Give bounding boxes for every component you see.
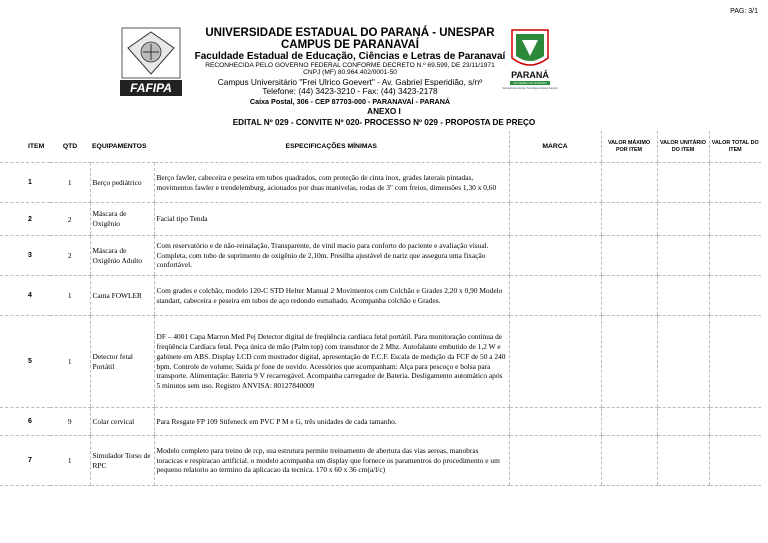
item-marca-cell — [509, 203, 601, 236]
item-vunit-cell — [657, 236, 709, 276]
item-qtd: 1 — [50, 316, 90, 408]
item-spec: Berço fawler, cabeceira e peseira em tubos quadrados, com proteção de cinta inox, grades laterais pintadas, movimentos fawler e trendelemburg, acionados por duas manivelas, rodas de 3" com freios, dimensões 1,30 x 0,60 — [154, 163, 509, 203]
university-name: UNIVERSIDADE ESTADUAL DO PARANÁ - UNESPAR — [205, 27, 495, 39]
col-item-header: ITEM — [0, 131, 50, 163]
item-number: 6 — [0, 408, 50, 436]
table-row — [0, 203, 761, 236]
item-vmax-cell — [601, 436, 657, 486]
item-number: 5 — [0, 316, 50, 408]
item-qtd: 1 — [50, 163, 90, 203]
table-row — [0, 163, 761, 203]
item-marca-cell — [509, 316, 601, 408]
parana-logo-sub2: Secretaria da Ciência, Tecnologia e Ensino Superior — [502, 87, 558, 90]
item-vtotal-cell — [709, 408, 761, 436]
item-equipment: Berço pediátrico — [90, 163, 154, 203]
cnpj-line: CNPJ (MF) 80.964.402/0001-50 — [303, 68, 397, 76]
item-spec: Para Resgate FP 109 Stifeneck em PVC P M e G, três unidades de cada tamanho. — [154, 408, 509, 436]
item-number: 7 — [0, 436, 50, 486]
item-equipment: Detector fetal Portátil — [90, 316, 154, 408]
col-spec-header: ESPECIFICAÇÕES MÍNIMAS — [154, 131, 509, 163]
item-number: 2 — [0, 203, 50, 236]
item-vmax-cell — [601, 276, 657, 316]
table-header-row — [0, 131, 761, 163]
edital-title: EDITAL Nº 029 - CONVITE Nº 020- PROCESSO Nº 029 - PROPOSTA DE PREÇO — [232, 118, 536, 127]
item-spec: DF – 4001 Capa Marron Med Pej Detector digital de freqüência cardíaca fetal portátil. Para monitoração contínua de freqüência Cardíaca fetal. Peça única de mão (Palm top) com transdutor de 2 Mhz. Autofalante embutido de 1,2 W e gabinete em ABS. Display LCD com mostrador digital, apresentação de F.C.F. Escala de medição da FCF de 50 a 240 bpm. Controle de volume; Saída p/ fone de ouvido. Acessórios que acompanham: Alça para pescoço e bolsa para transporte. Alimentação: Bateria 9 V recarregável. Acompanha carregador de Bateria. Desligamento automático após 5 minutos sem uso. Registro ANVISA: 80127840009 — [154, 316, 509, 408]
item-number: 4 — [0, 276, 50, 316]
col-marca-header: MARCA — [509, 131, 601, 163]
item-vtotal-cell — [709, 163, 761, 203]
item-number: 3 — [0, 236, 50, 276]
item-spec: Com reservatório e de não-reinalação, Transparente, de vinil macio para conforto do paciente e avaliação visual. Completa, com tubo de suprimento de oxigênio de 2,10m. Presilha ajustável de nariz que assegura uma fixação confortável. — [154, 236, 509, 276]
item-vtotal-cell — [709, 436, 761, 486]
item-qtd: 9 — [50, 408, 90, 436]
item-marca-cell — [509, 436, 601, 486]
item-equipment: Máscara de Oxigênio Adulto — [90, 236, 154, 276]
item-marca-cell — [509, 236, 601, 276]
item-spec: Facial tipo Tenda — [154, 203, 509, 236]
item-marca-cell — [509, 276, 601, 316]
faculty-name: Faculdade Estadual de Educação, Ciências e Letras de Paranavaí — [194, 51, 506, 63]
item-vunit-cell — [657, 203, 709, 236]
item-qtd: 2 — [50, 236, 90, 276]
phone-line: Telefone: (44) 3423-3210 - Fax: (44) 3423-2178 — [262, 86, 438, 97]
item-vmax-cell — [601, 236, 657, 276]
col-vmax-header: VALOR MÁXIMO POR ITEM — [601, 131, 657, 163]
item-vmax-cell — [601, 163, 657, 203]
price-proposal-table — [0, 131, 761, 486]
fafipa-logo-text: FAFIPA — [130, 81, 172, 95]
item-spec: Modelo completo para treino de rcp, sua estrutura permite treinamento de abertura das vias aereas, manobras toracicas e respiracao artificial. o modelo acompanha um display que fornece os paramentros do procedimento e um pequeno relatorio ao termino da aplicacao da tecnica. 170 x 60 x 36 cm(a/l/c) — [154, 436, 509, 486]
letterhead — [0, 18, 768, 106]
item-vtotal-cell — [709, 316, 761, 408]
postal-line: Caixa Postal, 306 - CEP 87703-000 - PARANAVAÍ - PARANÁ — [249, 96, 451, 106]
decree-line: RECONHECIDA PELO GOVERNO FEDERAL CONFORME DECRETO N.º 69.599, DE 23/11/1971 — [205, 61, 495, 69]
item-vmax-cell — [601, 203, 657, 236]
item-vunit-cell — [657, 163, 709, 203]
item-qtd: 1 — [50, 276, 90, 316]
parana-state-logo — [502, 26, 558, 96]
item-equipment: Simulador Torso de RPC — [90, 436, 154, 486]
item-vtotal-cell — [709, 203, 761, 236]
item-equipment: Máscara de Oxigênio — [90, 203, 154, 236]
table-row — [0, 436, 761, 486]
item-number: 1 — [0, 163, 50, 203]
table-row — [0, 236, 761, 276]
campus-name: CAMPUS DE PARANAVAÍ — [280, 39, 419, 52]
fafipa-logo — [116, 26, 186, 100]
page-number: PAG: 3/1 — [730, 8, 758, 15]
item-marca-cell — [509, 163, 601, 203]
item-vtotal-cell — [709, 276, 761, 316]
item-vtotal-cell — [709, 236, 761, 276]
table-row — [0, 316, 761, 408]
address-line: Campus Universitário "Frei Ulrico Goevert" - Av. Gabriel Esperidião, s/nº — [217, 77, 483, 88]
parana-logo-text: PARANÁ — [511, 70, 549, 80]
item-vmax-cell — [601, 316, 657, 408]
item-equipment: Cama FOWLER — [90, 276, 154, 316]
item-spec: Com grades e colchão, modelo 120-C STD Helter Manual 2 Movimentos com Colchão e Grades 2,20 x 0,90 Modelo standart, cabeceira e peseira em tubos de aço redondo esmaltado. Acompanha colchão e Grades. — [154, 276, 509, 316]
item-qtd: 2 — [50, 203, 90, 236]
item-vunit-cell — [657, 316, 709, 408]
item-vunit-cell — [657, 408, 709, 436]
annex-title: ANEXO I — [367, 107, 401, 116]
item-equipment: Colar cervical — [90, 408, 154, 436]
item-vunit-cell — [657, 436, 709, 486]
table-row — [0, 408, 761, 436]
item-vmax-cell — [601, 408, 657, 436]
item-qtd: 1 — [50, 436, 90, 486]
col-vunit-header: VALOR UNITÁRIO DO ITEM — [657, 131, 709, 163]
item-marca-cell — [509, 408, 601, 436]
parana-logo-sub1: GOVERNO DO ESTADO — [513, 81, 547, 86]
item-vunit-cell — [657, 276, 709, 316]
table-row — [0, 276, 761, 316]
col-equip-header: EQUIPAMENTOS — [90, 131, 154, 163]
col-vtotal-header: VALOR TOTAL DO ITEM — [709, 131, 761, 163]
col-qtd-header: QTD — [50, 131, 90, 163]
